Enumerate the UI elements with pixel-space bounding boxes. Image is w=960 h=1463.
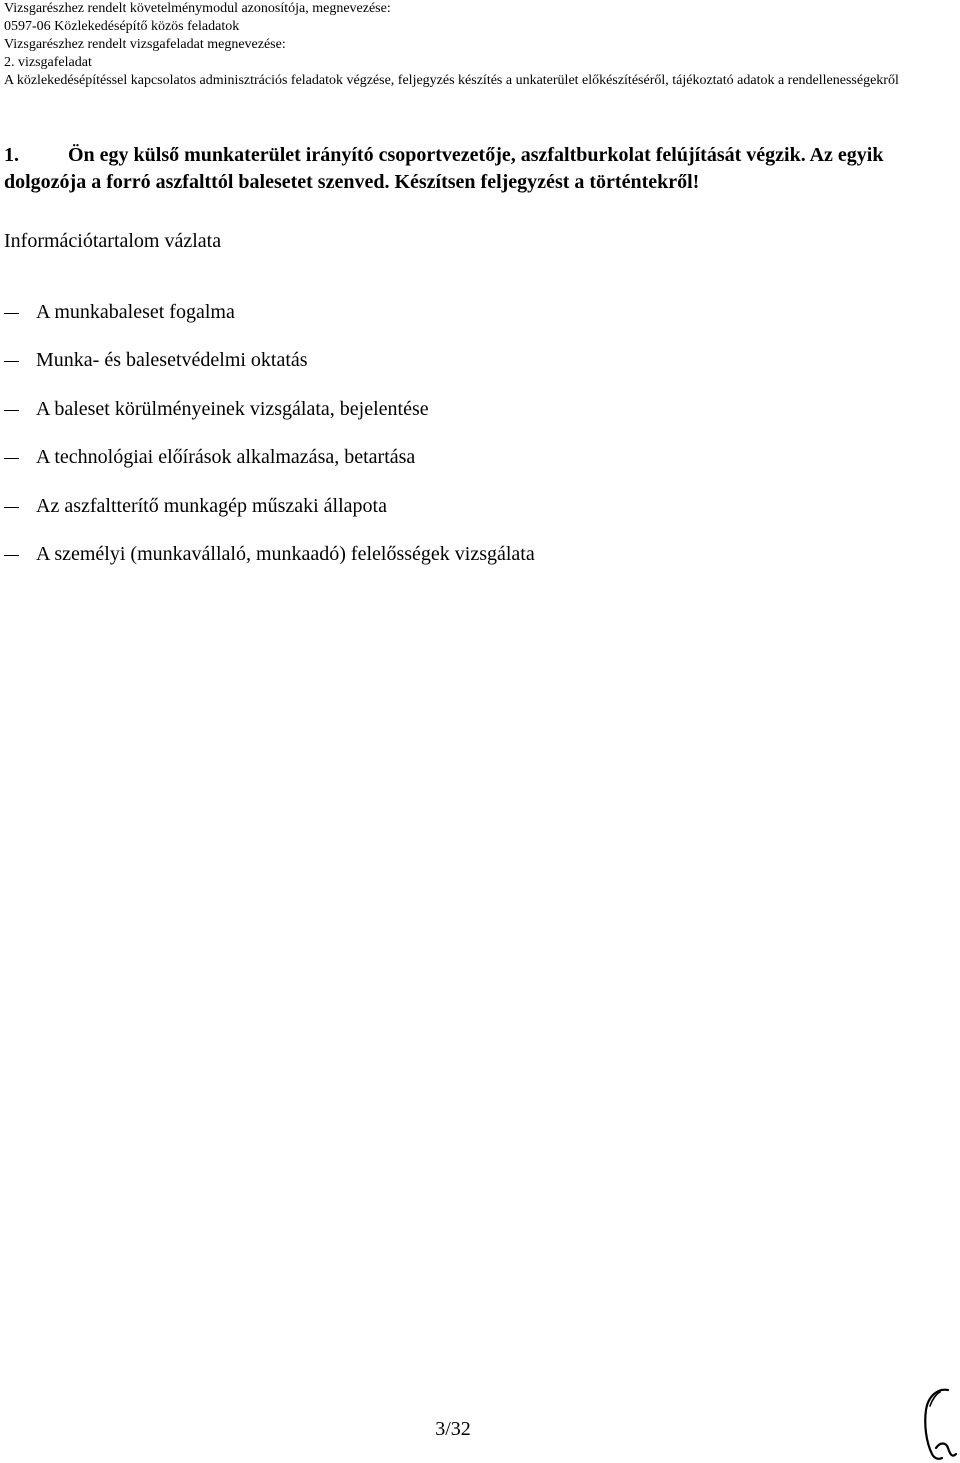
header-line-module-name: 0597-06 Közlekedésépítő közös feladatok <box>4 19 240 34</box>
list-item <box>0 492 940 540</box>
list-item-text: A személyi (munkavállaló, munkaadó) felelősségek vizsgálata <box>36 542 535 565</box>
list-item <box>0 298 940 346</box>
list-item-text: A munkabaleset fogalma <box>36 301 235 323</box>
task-number: 1. <box>4 144 19 166</box>
dash-bullet-icon <box>4 313 19 314</box>
dash-bullet-icon <box>4 458 19 459</box>
task-text: Ön egy külső munkaterület irányító csoportvezetője, aszfaltburkolat felújítását végzik. Az egyik dolgozója a forró aszfalttól balesetet szenved. Készítsen feljegyzést a történtekről! <box>4 144 884 193</box>
outline-title: Információtartalom vázlata <box>4 230 222 252</box>
header-line-task-label: Vizsgarészhez rendelt vizsgafeladat megnevezése: <box>4 37 286 52</box>
list-item-text: Az aszfaltterítő munkagép műszaki állapota <box>36 494 387 517</box>
list-item-text: A technológiai előírások alkalmazása, betartása <box>36 446 416 469</box>
header-line-task-description: A közlekedésépítéssel kapcsolatos adminisztrációs feladatok végzése, feljegyzés készítés a unkaterület előkészítéséről, tájékoztató adatok a rendellenességekről <box>4 73 899 88</box>
list-item <box>0 540 940 588</box>
dash-bullet-icon <box>4 555 19 556</box>
list-item <box>0 395 940 443</box>
list-item <box>0 443 940 491</box>
list-item <box>0 346 940 394</box>
page-number: 3/32 <box>435 1418 471 1440</box>
header-line-module-label: Vizsgarészhez rendelt követelménymodul azonosítója, megnevezése: <box>4 1 391 16</box>
document-header <box>4 0 954 90</box>
task-statement <box>4 142 954 196</box>
dash-bullet-icon <box>4 361 19 362</box>
outline-list <box>0 298 940 588</box>
dash-bullet-icon <box>4 410 19 411</box>
list-item-text: Munka- és balesetvédelmi oktatás <box>36 349 308 372</box>
list-item-text: A baleset körülményeinek vizsgálata, bejelentése <box>36 397 429 420</box>
dash-bullet-icon <box>4 507 19 508</box>
header-line-task-number: 2. vizsgafeladat <box>4 55 92 70</box>
signature-mark-icon <box>916 1384 960 1462</box>
